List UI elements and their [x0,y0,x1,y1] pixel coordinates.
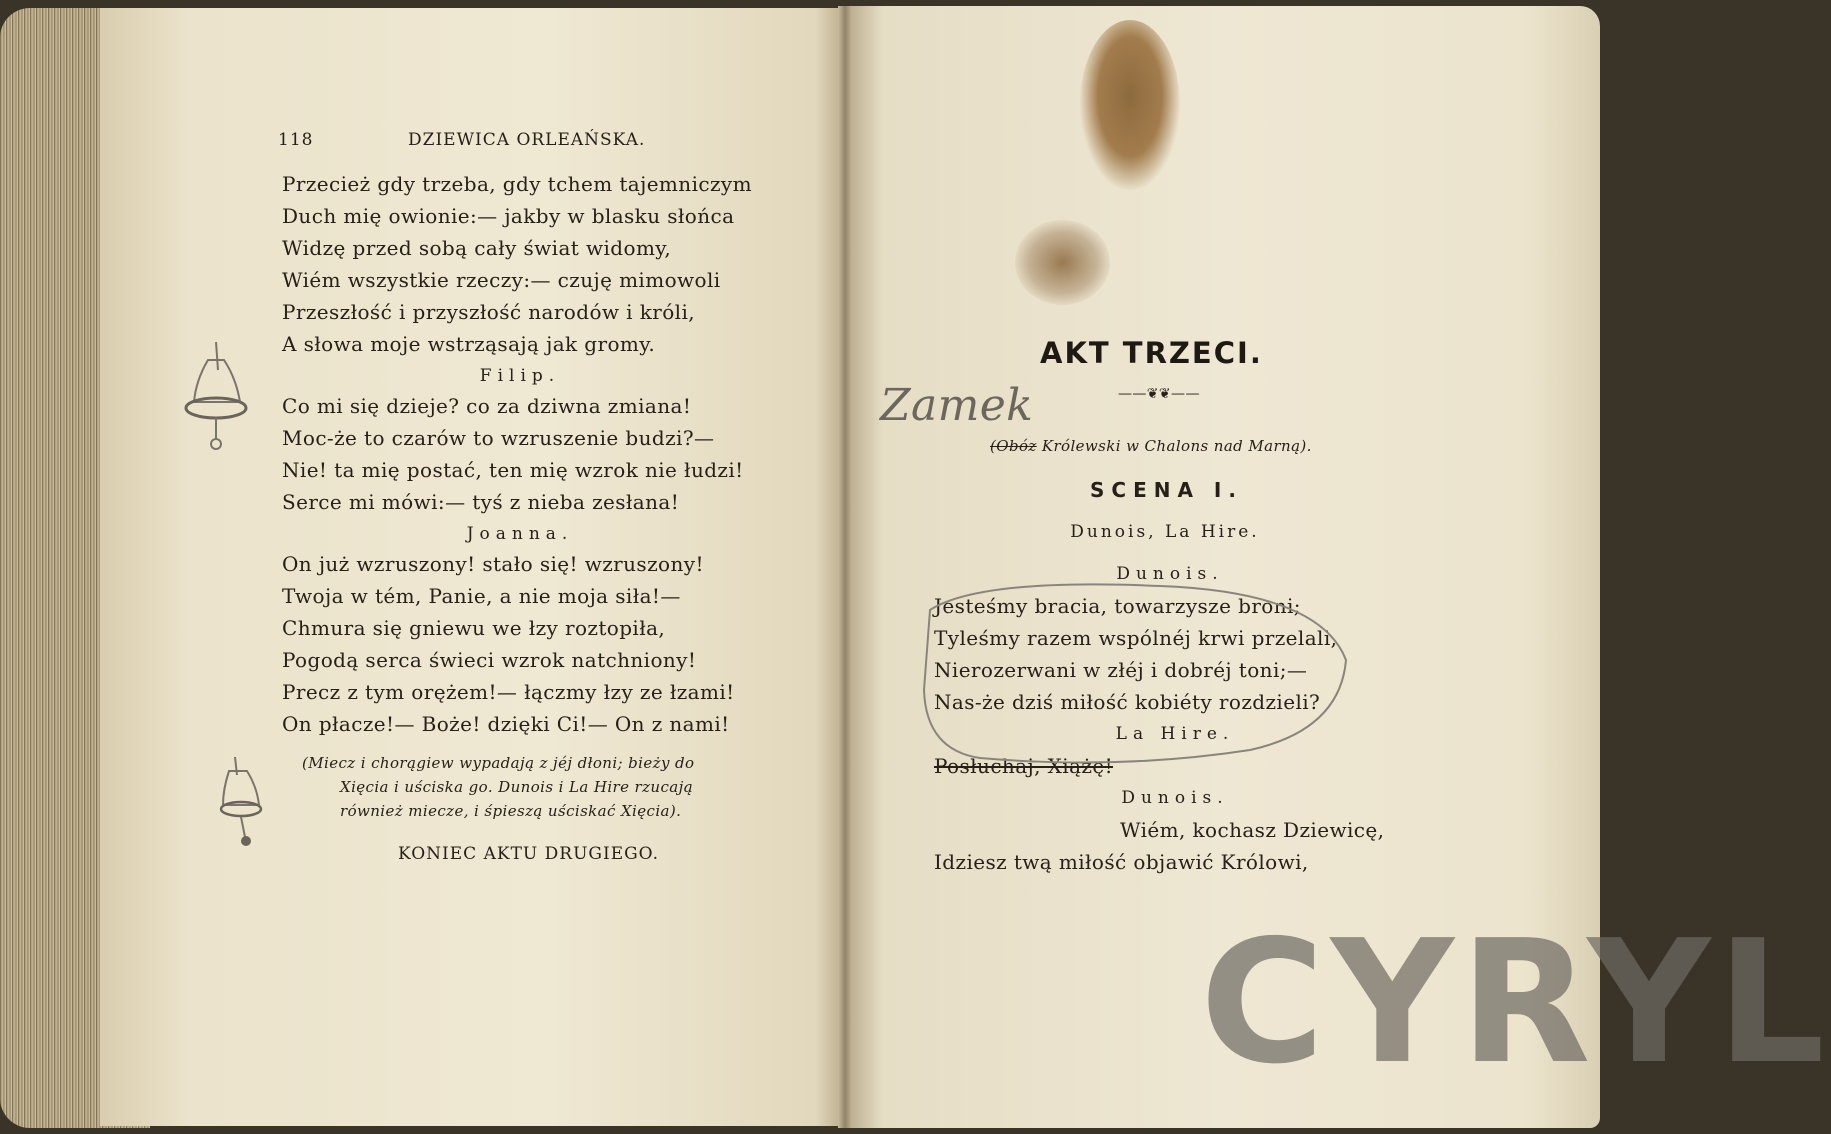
stage-direction: Xięcia i uściska go. Dunois i La Hire rzucają [340,778,694,796]
verse-line: Serce mi mówi:— tyś z nieba zesłana! [282,490,680,514]
verse-line: Nie! ta mię postać, ten mię wzrok nie łudzi! [282,458,744,482]
verse-line: Nas-że dziś miłość kobiéty rozdzieli? [934,690,1321,714]
verse-line: On już wzruszony! stało się! wzruszony! [282,552,704,576]
verse-line: Chmura się gniewu we łzy roztopiła, [282,616,666,640]
verse-line: Posłuchaj, Xiążę! [934,754,1114,778]
pencil-bell-icon [178,340,258,470]
verse-line: Przecież gdy trzeba, gdy tchem tajemniczym [282,172,752,196]
watermark-logo: CYRYL [1200,904,1831,1102]
scene-characters: Dunois, La Hire. [1070,522,1260,542]
ornament: ——❦❦—— [1118,386,1200,402]
verse-line: Tyleśmy razem wspólnéj krwi przelali, [934,626,1338,650]
running-head: DZIEWICA ORLEAŃSKA. [408,130,646,150]
setting-text: Królewski w Chalons nad Marną). [1036,437,1312,455]
speaker-name: Joanna. [466,524,574,544]
pencil-circle-mark [920,580,1360,780]
verse-line: Widzę przed sobą cały świat widomy, [282,236,672,260]
speaker-name: Dunois. [1116,564,1224,584]
verse-line: On płacze!— Boże! dzięki Ci!— On z nami! [282,712,730,736]
act-title: AKT TRZECI. [1040,336,1263,370]
stage-direction: (Miecz i chorągiew wypadają z jéj dłoni; bieży do [302,754,695,772]
verse-line: Wiém wszystkie rzeczy:— czuję mimowoli [282,268,721,292]
stage-direction: również miecze, i śpieszą uściskać Xięcia). [340,802,682,820]
stain [1080,20,1180,190]
speaker-name: Filip. [479,366,561,386]
verse-line: A słowa moje wstrząsają jak gromy. [282,332,656,356]
verse-line: Precz z tym orężem!— łączmy łzy ze łzami! [282,680,735,704]
verse-line: Pogodą serca świeci wzrok natchniony! [282,648,697,672]
handwritten-note: Zamek [880,380,1034,431]
verse-line: Wiém, kochasz Dziewicę, [1120,818,1385,842]
speaker-name: La Hire. [1115,724,1235,744]
speaker-name: Dunois. [1121,788,1229,808]
verse-line: Przeszłość i przyszłość narodów i króli, [282,300,695,324]
verse-line: Twoja w tém, Panie, a nie moja siła!— [282,584,681,608]
pencil-bell-icon [215,755,275,855]
page-number: 118 [278,130,314,150]
verse-line: Co mi się dzieje? co za dziwna zmiana! [282,394,692,418]
scene-setting [990,437,1312,455]
verse-line: Nierozerwani w złéj i dobréj toni;— [934,658,1308,682]
verse-line: Idziesz twą miłość objawić Królowi, [934,850,1309,874]
scene-title: SCENA I. [1090,478,1243,502]
book-gutter [838,6,852,1128]
end-of-act: KONIEC AKTU DRUGIEGO. [398,844,660,864]
verse-line: Duch mię owionie:— jakby w blasku słońca [282,204,735,228]
stain [1015,220,1110,305]
verse-line: Moc-że to czarów to wzruszenie budzi?— [282,426,715,450]
verse-line: Jesteśmy bracia, towarzysze broni; [934,594,1301,618]
struck-word: (Obóz [990,437,1037,455]
